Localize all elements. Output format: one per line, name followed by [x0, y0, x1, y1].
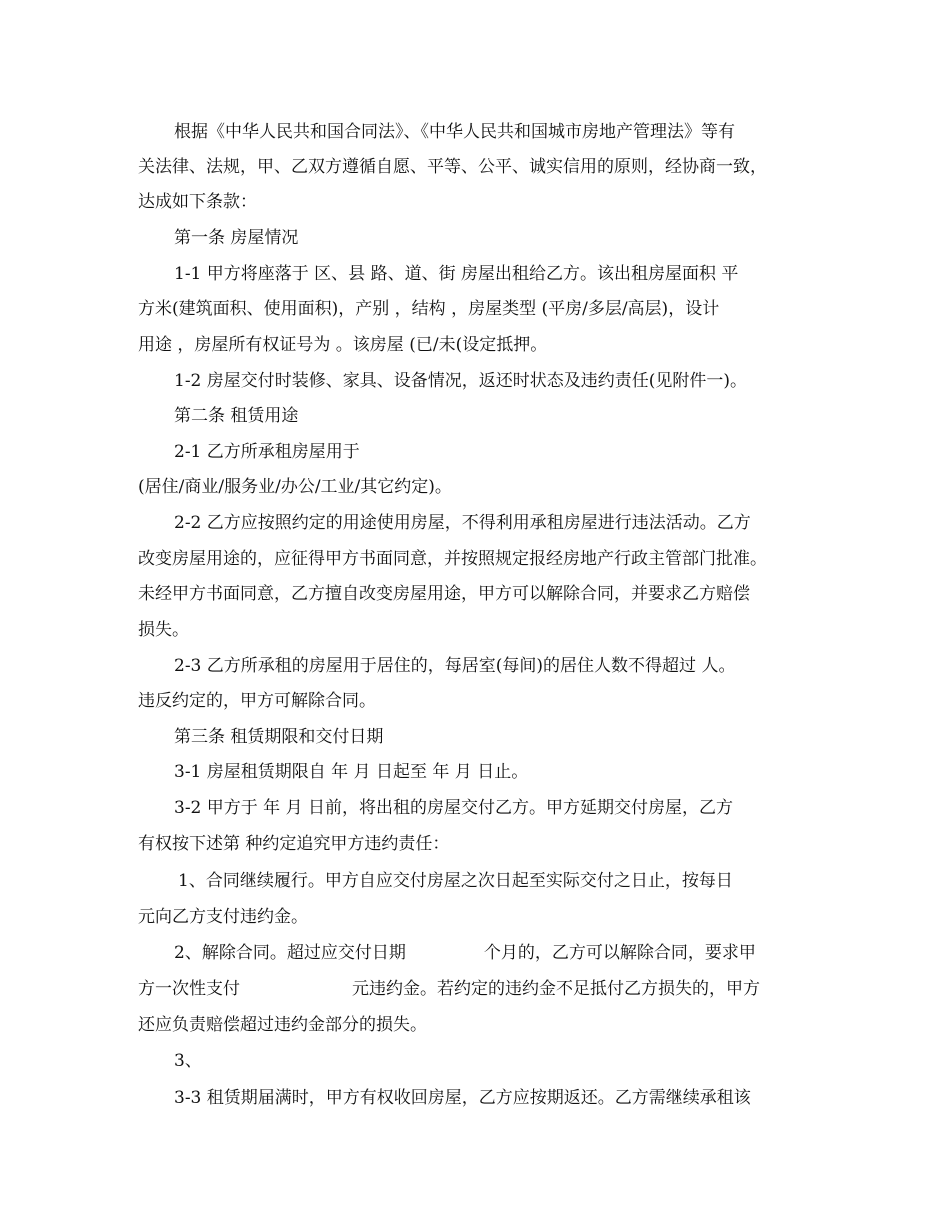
article-2-heading: 第二条 租赁用途	[174, 406, 299, 426]
clause-3-1: 3-1 房屋租赁期限自 年 月 日起至 年 月 日止。	[174, 762, 529, 782]
clause-2-2-line-4: 损失。	[138, 620, 189, 640]
clause-1-2: 1-2 房屋交付时装修、家具、设备情况，返还时状态及违约责任(见附件一)。	[174, 371, 748, 391]
clause-3-2-line-1: 3-2 甲方于 年 月 日前，将出租的房屋交付乙方。甲方延期交付房屋，乙方	[174, 798, 733, 818]
option-2-line-1-part-1: 2、解除合同。超过应交付日期	[174, 943, 406, 963]
option-2-line-2-part-1: 方一次性支付	[138, 979, 240, 999]
clause-2-1-line-2: (居住/商业/服务业/办公/工业/其它约定)。	[138, 477, 452, 497]
clause-2-1-line-1: 2-1 乙方所承租房屋用于	[174, 442, 360, 462]
clause-1-1-line-1: 1-1 甲方将座落于 区、县 路、道、街 房屋出租给乙方。该出租房屋面积 平	[174, 264, 739, 284]
clause-3-3-line-1: 3-3 租赁期届满时，甲方有权收回房屋，乙方应按期返还。乙方需继续承租该	[174, 1088, 751, 1108]
clause-2-3-line-1: 2-3 乙方所承租的房屋用于居住的，每居室(每间)的居住人数不得超过 人。	[174, 656, 736, 676]
option-2-line-2-part-2: 元违约金。若约定的违约金不足抵付乙方损失的，甲方	[352, 979, 760, 999]
paragraph-intro-line-1: 根据《中华人民共和国合同法》、《中华人民共和国城市房地产管理法》等有	[174, 122, 735, 142]
option-1-line-1: 1、合同继续履行。甲方自应交付房屋之次日起至实际交付之日止，按每日	[178, 871, 733, 891]
option-3: 3、	[174, 1051, 202, 1071]
paragraph-intro-line-3: 达成如下条款：	[138, 192, 257, 212]
clause-2-2-line-1: 2-2 乙方应按照约定的用途使用房屋，不得利用承租房屋进行违法活动。乙方	[174, 513, 751, 533]
option-2-line-2	[138, 979, 760, 999]
option-1-line-2: 元向乙方支付违约金。	[138, 907, 308, 927]
clause-1-1-line-2: 方米(建筑面积、使用面积)，产别 ，结构 ，房屋类型 (平房/多层/高层)，设计	[138, 299, 720, 319]
clause-1-1-line-3: 用途 ，房屋所有权证号为 。该房屋 (已/未(设定抵押。	[138, 335, 548, 355]
clause-2-3-line-2: 违反约定的，甲方可解除合同。	[138, 691, 376, 711]
option-2-line-3: 还应负责赔偿超过违约金部分的损失。	[138, 1015, 427, 1035]
paragraph-intro-line-2: 关法律、法规，甲、乙双方遵循自愿、平等、公平、诚实信用的原则，经协商一致，	[138, 157, 767, 177]
article-1-heading: 第一条 房屋情况	[174, 228, 299, 248]
clause-2-2-line-2: 改变房屋用途的，应征得甲方书面同意，并按照规定报经房地产行政主管部门批准。	[138, 549, 767, 569]
option-2-line-1	[174, 943, 756, 963]
clause-2-2-line-3: 未经甲方书面同意，乙方擅自改变房屋用途，甲方可以解除合同，并要求乙方赔偿	[138, 584, 750, 604]
article-3-heading: 第三条 租赁期限和交付日期	[174, 727, 384, 747]
clause-3-2-line-2: 有权按下述第 种约定追究甲方违约责任：	[138, 834, 450, 854]
option-2-line-1-part-2: 个月的，乙方可以解除合同，要求甲	[483, 943, 756, 963]
